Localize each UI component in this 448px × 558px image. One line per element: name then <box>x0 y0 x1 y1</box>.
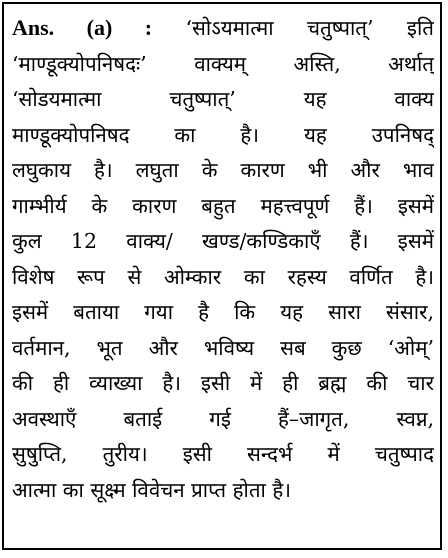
answer-line-3: ‘सोडयमात्मा चतुष्पात्’ यह वाक्य <box>12 87 434 111</box>
answer-line-9: इसमें बताया गया है कि यह सारा संसार, <box>12 300 434 324</box>
answer-line-1 <box>12 10 434 47</box>
answer-line-2: ‘माण्डूक्योपनिषदः’ वाक्यम् अस्ति, अर्थात् <box>12 51 434 76</box>
answer-text <box>12 10 434 508</box>
answer-line-11: की ही व्याख्या है। इसी में ही ब्रह्म की चार <box>12 371 434 395</box>
answer-label: Ans. (a) : <box>12 15 153 40</box>
answer-line-14: आत्मा का सूक्ष्म विवेचन प्राप्त होता है। <box>12 477 291 502</box>
answer-line-7: कुल 12 वाक्य/ खण्ड/कण्डिकाएँ हैं। इसमें <box>12 229 434 253</box>
answer-line-10: वर्तमान, भूत और भविष्य सब कुछ ‘ओम्’ <box>12 335 434 360</box>
answer-line-4: माण्डूक्योपनिषद का है। यह उपनिषद् <box>12 122 434 147</box>
answer-line-6: गाम्भीर्य के कारण बहुत महत्त्वपूर्ण हैं। इसमें <box>12 193 434 218</box>
answer-box <box>2 2 442 550</box>
answer-line-text: ‘सोऽयमात्मा चतुष्पात्’ इति <box>185 16 434 40</box>
answer-line-13: सुषुप्ति, तुरीय। इसी सन्दर्भ में चतुष्पाद <box>12 442 434 466</box>
answer-line-12: अवस्थाएँ बताई गई हैं–जागृत, स्वप्न, <box>12 406 434 431</box>
answer-line-8: विशेष रूप से ओम्कार का रहस्य वर्णित है। <box>12 264 434 289</box>
answer-line-5: लघुकाय है। लघुता के कारण भी और भाव <box>12 158 434 182</box>
